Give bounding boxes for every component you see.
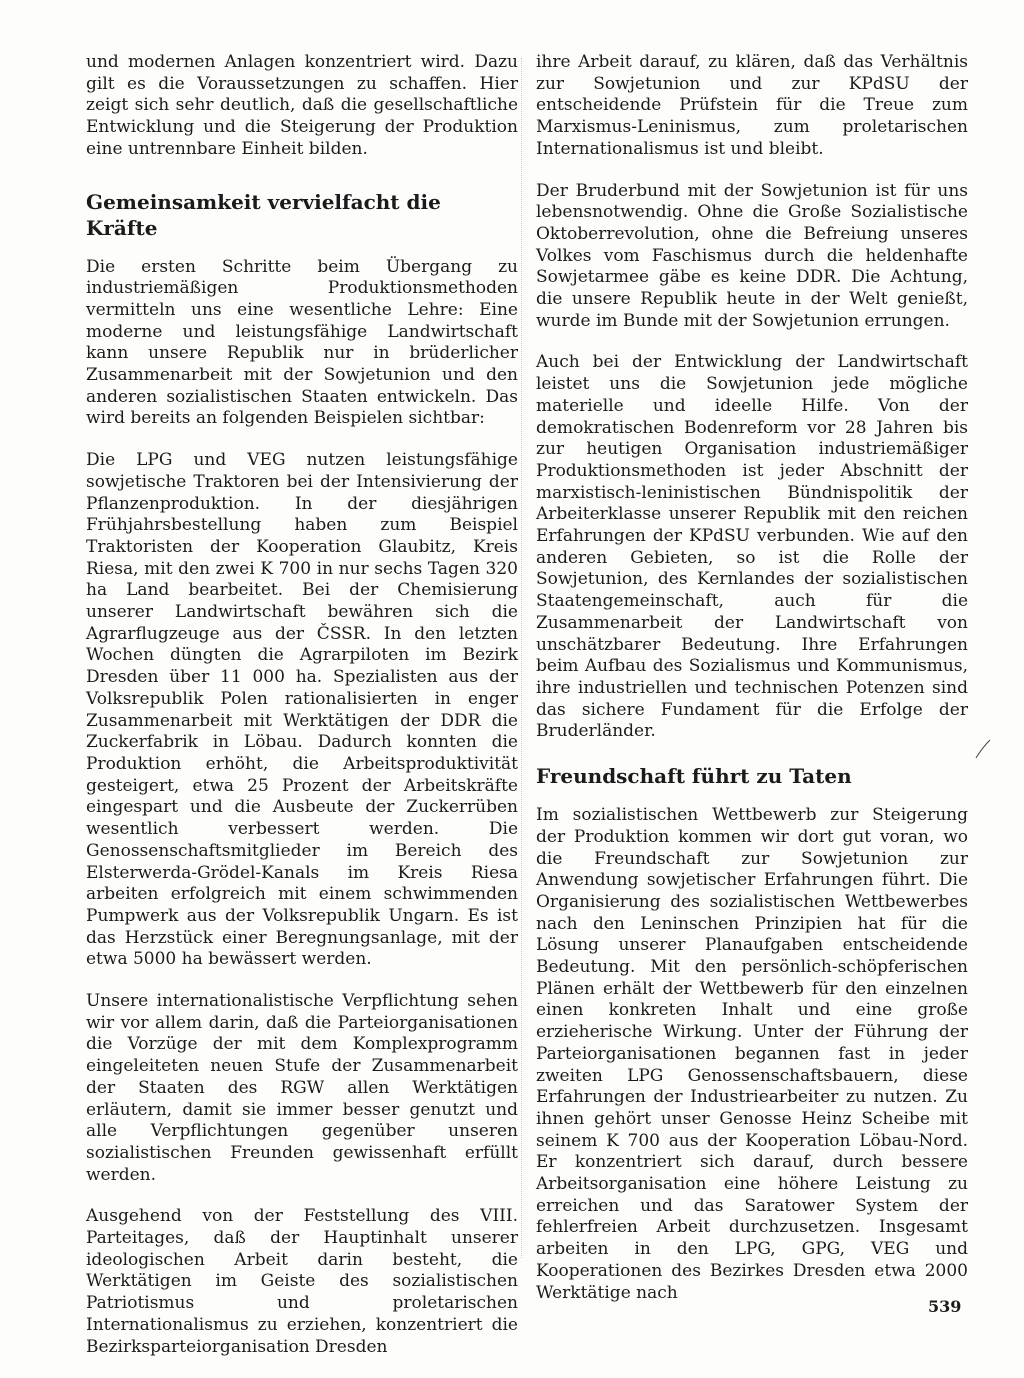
paragraph: Ausgehend von der Feststellung des VIII. Parteitages, daß der Hauptinhalt unserer ideologischen Arbeit darin besteht, die Werktätigen im Geiste des sozialistischen Patriotismus und proletarischen Internationalismus zu erziehen, konzentriert die Bezirksparteiorganisation Dresden [86, 1206, 518, 1357]
page-number: 539 [928, 1297, 962, 1316]
pencil-mark [970, 738, 992, 760]
paragraph: Der Bruderbund mit der Sowjetunion ist für uns lebensnotwendig. Ohne die Große Sozialistische Oktoberrevolution, ohne die Befreiung unseres Volkes vom Faschismus durch die heldenhafte Sowjetarmee gäbe es keine DDR. Die Achtung, die unsere Republik heute in der Welt genießt, wurde im Bunde mit der Sowjetunion errungen. [536, 180, 968, 331]
paragraph: ihre Arbeit darauf, zu klären, daß das Verhältnis zur Sowjetunion und zur KPdSU der entscheidende Prüfstein für die Treue zum Marxismus-Leninismus, zum proletarischen Internationalismus ist und bleibt. [536, 52, 968, 159]
paragraph: Unsere internationalistische Verpflichtung sehen wir vor allem darin, daß die Parteiorganisationen die Vorzüge der mit dem Komplexprogramm eingeleiteten neuen Stufe der Zusammenarbeit der Staaten des RGW allen Werktätigen erläutern, damit sie immer besser genutzt und alle Verpflichtungen gegenüber unseren sozialistischen Freunden gewissenhaft erfüllt werden. [86, 991, 518, 1185]
section-heading: Freundschaft führt zu Taten [536, 764, 852, 789]
column-divider [521, 58, 522, 1258]
paragraph: Im sozialistischen Wettbewerb zur Steigerung der Produktion kommen wir dort gut voran, wo die Freundschaft zur Sowjetunion zur Anwendung sowjetischer Erfahrungen führt. Die Organisierung des sozialistischen Wettbewerbes nach den Leninschen Prinzipien hat für die Lösung unserer Planaufgaben entscheidende Bedeutung. Mit den persönlich-schöpferischen Plänen erhält der Wettbewerb für den einzelnen einen konkreten Inhalt und eine große erzieherische Wirkung. Unter der Führung der Parteiorganisationen begannen fast in jeder zweiten LPG Genossenschaftsbauern, diese Erfahrungen der Industriearbeiter zu nutzen. Zu ihnen gehört unser Genosse Heinz Scheibe mit seinem K 700 aus der Kooperation Löbau-Nord. Er konzentriert sich darauf, durch bessere Arbeitsorganisation eine höhere Leistung zu erreichen und das Saratower System der fehlerfreien Arbeit durchzusetzen. Insgesamt arbeiten in den LPG, GPG, VEG und Kooperationen des Bezirkes Dresden etwa 2000 Werktätige nach [536, 805, 968, 1303]
paragraph: Die ersten Schritte beim Übergang zu industriemäßigen Produktionsmethoden vermitteln uns eine wesentliche Lehre: Eine moderne und leistungsfähige Landwirtschaft kann unsere Republik nur in brüderlicher Zusammenarbeit mit der Sowjetunion und den anderen sozialistischen Staaten entwickeln. Das wird bereits an folgenden Beispielen sichtbar: [86, 256, 518, 429]
section-heading: Gemeinsamkeit vervielfacht die Kräfte [86, 189, 441, 240]
paragraph: Auch bei der Entwicklung der Landwirtschaft leistet uns die Sowjetunion jede mögliche materielle und ideelle Hilfe. Von der demokratischen Bodenreform vor 28 Jahren bis zur heutigen Organisation industriemäßiger Produktionsmethoden ist jeder Abschnitt der marxistisch-leninistischen Bündnispolitik der Arbeiterklasse unserer Republik mit den reichen Erfahrungen der KPdSU verbunden. Wie auf den anderen Gebieten, so ist die Rolle der Sowjetunion, des Kernlandes der sozialistischen Staatengemeinschaft, auch für die Zusammenarbeit der Landwirtschaft von unschätzbarer Bedeutung. Ihre Erfahrungen beim Aufbau des Sozialismus und Kommunismus, ihre industriellen und technischen Potenzen sind das sichere Fundament für die Erfolge der Bruderländer. [536, 352, 968, 742]
right-column [536, 52, 968, 1324]
left-column [86, 52, 518, 1378]
paragraph: Die LPG und VEG nutzen leistungsfähige sowjetische Traktoren bei der Intensivierung der Pflanzenproduktion. In der diesjährigen Frühjahrsbestellung haben zum Beispiel Traktoristen der Kooperation Glaubitz, Kreis Riesa, mit den zwei K 700 in nur sechs Tagen 320 ha Land bearbeitet. Bei der Chemisierung unserer Landwirtschaft bewähren sich die Agrarflugzeuge aus der ČSSR. In den letzten Wochen düngten die Agrarpiloten im Bezirk Dresden über 11 000 ha. Spezialisten aus der Volksrepublik Polen rationalisierten in enger Zusammenarbeit mit Werktätigen der DDR die Zuckerfabrik in Löbau. Dadurch konnten die Produktion erhöht, die Arbeitsproduktivität gesteigert, etwa 25 Prozent der Arbeitskräfte eingespart und die Ausbeute der Zuckerrüben wesentlich verbessert werden. Die Genossenschaftsmitglieder im Bereich des Elsterwerda-Grödel-Kanals im Kreis Riesa arbeiten erfolgreich mit einem schwimmenden Pumpwerk aus der Volksrepublik Ungarn. Es ist das Herzstück einer Beregnungsanlage, mit der etwa 5000 ha bewässert werden. [86, 450, 518, 970]
paragraph: und modernen Anlagen konzentriert wird. Dazu gilt es die Voraussetzungen zu schaffen. Hier zeigt sich sehr deutlich, daß die gesellschaftliche Entwicklung und die Steigerung der Produktion eine untrennbare Einheit bilden. [86, 52, 518, 159]
